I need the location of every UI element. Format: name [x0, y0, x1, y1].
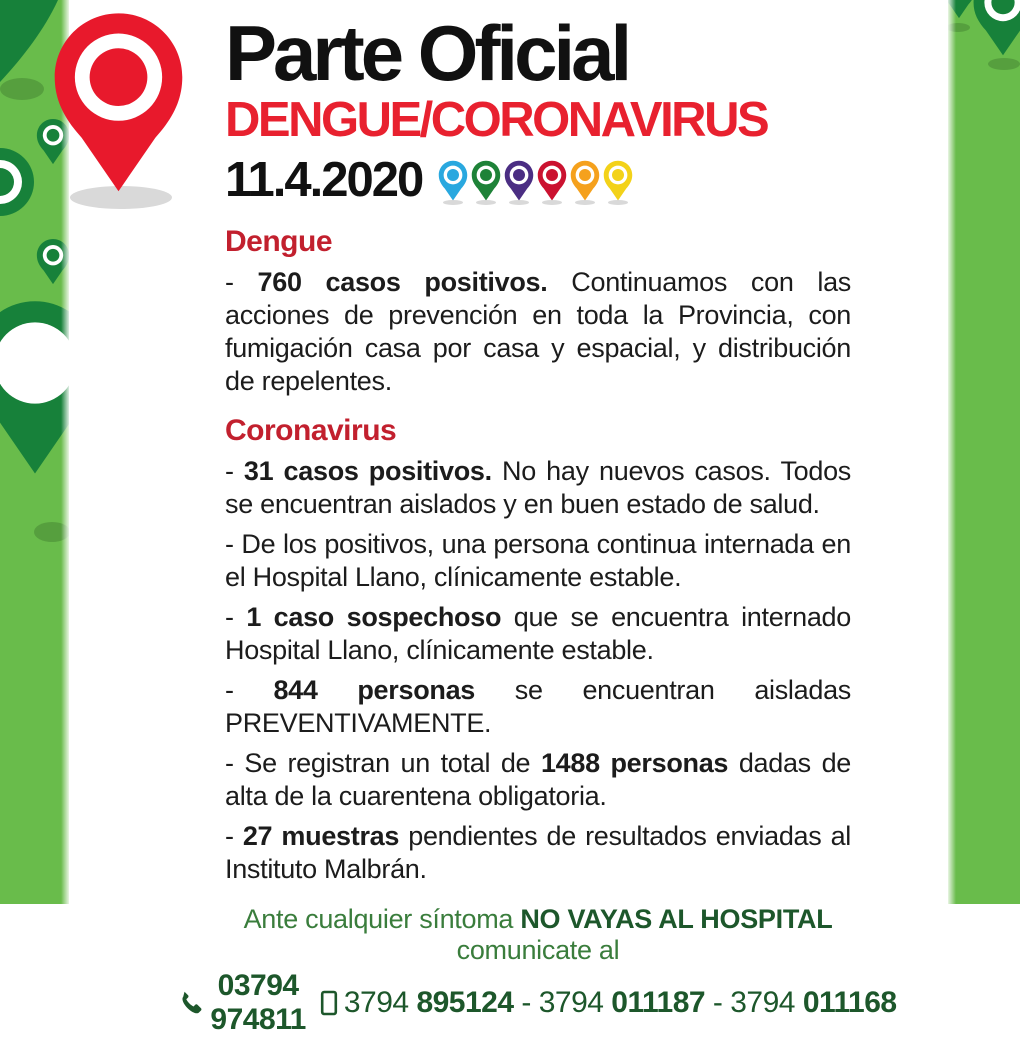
- pin-shadow: [476, 200, 496, 205]
- map-pin-icon: [570, 160, 600, 205]
- footer-phones: [210, 968, 897, 1037]
- bulletin-content: [69, 0, 948, 1036]
- pin-shadow: [509, 200, 529, 205]
- pin-shadow: [608, 200, 628, 205]
- map-pin-icon: [504, 160, 534, 205]
- mobile-phone-icon: [320, 990, 338, 1016]
- footer: [210, 903, 897, 1037]
- report-date: 11.4.2020: [225, 152, 423, 207]
- subtitle: DENGUE/CORONAVIRUS: [225, 92, 768, 147]
- section-heading-dengue: Dengue: [225, 224, 333, 258]
- pin-shadow: [575, 200, 595, 205]
- map-pin-icon: [603, 160, 633, 205]
- pin-shadow: [948, 23, 970, 32]
- large-map-pin-icon: [0, 298, 69, 480]
- footer-warning: Ante cualquier síntoma NO VAYAS AL HOSPITAL comunicate al: [243, 903, 833, 965]
- partial-pin-icon: [0, 148, 34, 216]
- coronavirus-item: - 27 muestras pendientes de resultados enviadas al Instituto Malbrán.: [225, 820, 852, 884]
- map-pin-icon: [438, 160, 468, 205]
- coronavirus-item: - 31 casos positivos. No hay nuevos casos. Todos se encuentran aislados y en buen estado de salud.: [225, 455, 851, 519]
- dengue-item: - 760 casos positivos. Continuamos con las acciones de prevención en toda la Provincia, con fumigación casa por casa y espacial, y distribución de repelentes.: [225, 266, 851, 396]
- date-row: [225, 153, 851, 205]
- coronavirus-item: - 844 personas se encuentran aisladas PREVENTIVAMENTE.: [225, 674, 851, 738]
- date-pins: [438, 160, 633, 205]
- phone-handset-icon: [179, 990, 203, 1015]
- red-location-pin-icon: [50, 10, 190, 220]
- map-pin-icon: [537, 160, 567, 205]
- page-title: Parte Oficial: [225, 9, 629, 97]
- phone-number-primary: 03794 974811: [210, 968, 306, 1036]
- pin-shadow: [0, 78, 44, 100]
- section-heading-coronavirus: Coronavirus: [225, 413, 397, 447]
- pin-shadow: [443, 200, 463, 205]
- phone-numbers-secondary: 3794 895124 - 3794 011187 - 3794 011168: [343, 985, 897, 1019]
- right-green-strip: [948, 0, 1020, 904]
- coronavirus-item: - Se registran un total de 1488 personas dadas de alta de la cuarentena obligatoria.: [225, 747, 851, 811]
- pin-shadow: [542, 200, 562, 205]
- pin-shadow: [988, 58, 1020, 70]
- map-pin-icon: [972, 0, 1020, 60]
- coronavirus-item: - De los positivos, una persona continua internada en el Hospital Llano, clínicamente estable.: [225, 528, 851, 592]
- map-pin-icon: [471, 160, 501, 205]
- pin-shadow: [34, 522, 69, 542]
- map-pin-icon: [36, 238, 69, 286]
- coronavirus-item: - 1 caso sospechoso que se encuentra internado Hospital Llano, clínicamente estable.: [225, 601, 851, 665]
